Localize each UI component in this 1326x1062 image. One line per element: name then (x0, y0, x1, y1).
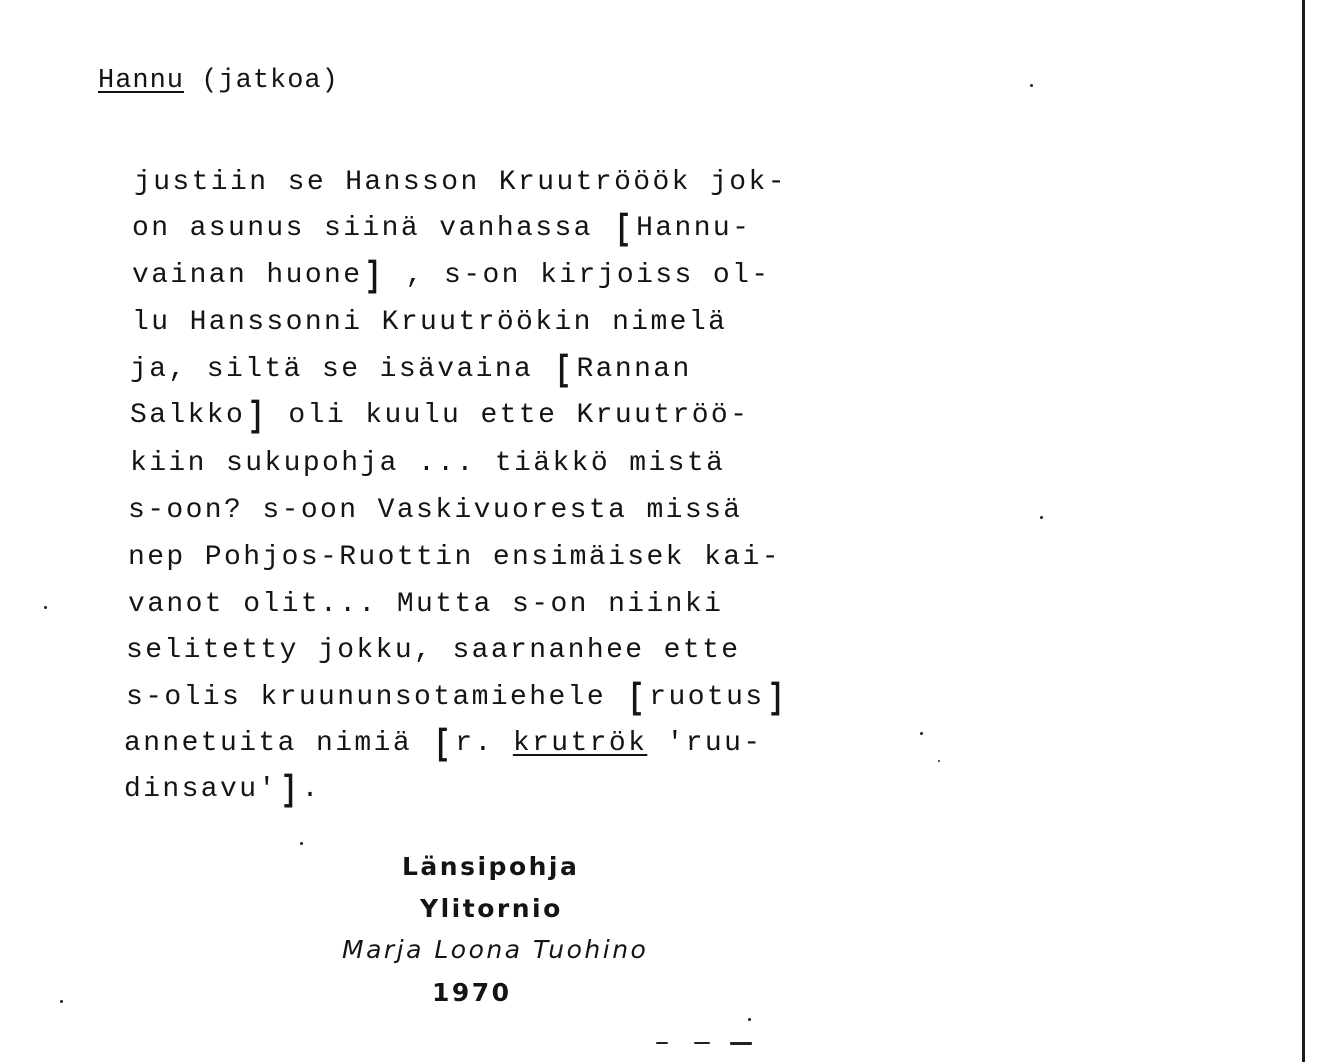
bracket-close: ] (365, 256, 384, 297)
paper-speck (1030, 84, 1033, 87)
paper-speck (694, 1042, 710, 1044)
bracket-close: ] (280, 770, 299, 811)
line-text: lu Hanssonni Kruutröökin nimelä (132, 307, 728, 338)
paper-speck (920, 732, 923, 735)
text-line (132, 306, 727, 340)
text-line (132, 209, 752, 250)
underlined-word: krutrök (512, 728, 648, 759)
line-text: vainan huone (132, 260, 363, 291)
bracket-close: ] (248, 396, 267, 437)
line-text: nep Pohjos-Ruottin ensimäisek kai- (128, 542, 781, 573)
heading-name: Hannu (98, 66, 185, 96)
line-text: . (301, 774, 321, 805)
text-line (134, 166, 787, 200)
signature-region: Länsipohja (402, 852, 580, 881)
line-text: oli kuulu ette Kruutröö- (269, 400, 750, 431)
signature-informant: Marja Loona Tuohino (342, 935, 649, 964)
text-line (130, 447, 725, 481)
line-text: ruotus (649, 682, 765, 713)
paper-speck (748, 1018, 751, 1021)
line-text: ja, siltä se isävaina (130, 354, 553, 385)
text-line (132, 256, 771, 297)
line-text: selitetty jokku, saarnanhee ette (126, 635, 741, 666)
text-line (126, 634, 741, 668)
line-text: on asunus siinä vanhassa (132, 213, 613, 244)
signature-parish: Ylitornio (420, 894, 563, 923)
bracket-close: ] (767, 678, 786, 719)
text-line (130, 396, 750, 437)
line-text: s-olis kruununsotamiehele (126, 682, 626, 713)
line-text: s-oon? s-oon Vaskivuoresta missä (128, 495, 743, 526)
paper-speck (44, 606, 47, 609)
line-text: kiin sukupohja ... tiäkkö mistä (130, 448, 726, 479)
paper-speck (60, 1000, 63, 1003)
line-text: r. (455, 728, 513, 759)
paper-speck (730, 1042, 752, 1045)
bracket-open: [ (615, 209, 634, 250)
line-text: dinsavu' (124, 774, 278, 805)
line-text: vanot olit... Mutta s-on niinki (128, 589, 724, 620)
text-line (124, 724, 763, 765)
paper-speck (300, 842, 303, 845)
paper-speck (656, 1042, 668, 1044)
line-text: Salkko (130, 400, 246, 431)
text-line (128, 494, 743, 528)
line-text: 'ruu- (647, 728, 763, 759)
bracket-open: [ (434, 724, 453, 765)
heading-suffix: (jatkoa) (184, 66, 339, 96)
text-line (126, 678, 789, 719)
line-text: Rannan (576, 354, 692, 385)
bracket-open: [ (628, 678, 647, 719)
line-text: , s-on kirjoiss ol- (386, 260, 771, 291)
page-heading (98, 66, 339, 96)
text-line (130, 350, 692, 391)
signature-year: 1970 (432, 978, 512, 1007)
paper-speck (938, 760, 940, 762)
line-text: annetuita nimiä (124, 728, 432, 759)
line-text: justiin se Hansson Kruutrööök jok- (134, 167, 787, 198)
paper-speck (1040, 516, 1043, 519)
line-text: Hannu- (636, 213, 752, 244)
text-line (128, 541, 781, 575)
bracket-open: [ (555, 350, 574, 391)
page-edge-line (1302, 0, 1305, 1062)
text-line (128, 588, 723, 622)
text-line (124, 770, 321, 811)
